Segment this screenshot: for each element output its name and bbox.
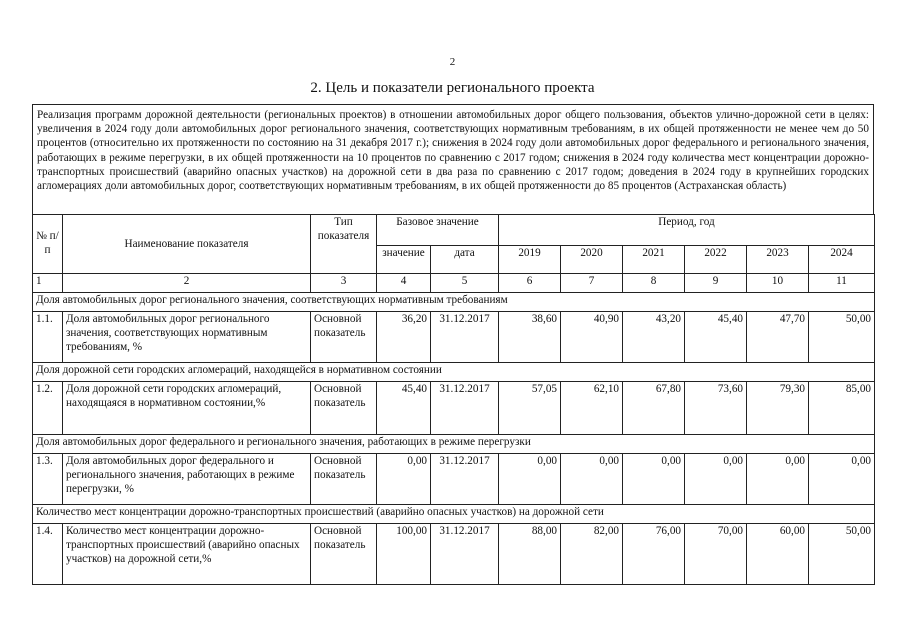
group-row xyxy=(33,435,875,454)
indicator-name: Доля автомобильных дорог федерального и регионального значения, работающих в режиме перегрузки, % xyxy=(63,454,311,505)
indicator-type: Основной показатель xyxy=(311,524,377,585)
column-number: 10 xyxy=(747,274,809,293)
column-number: 2 xyxy=(63,274,311,293)
column-number: 4 xyxy=(377,274,431,293)
indicator-type: Основной показатель xyxy=(311,454,377,505)
year-value: 0,00 xyxy=(561,454,623,505)
header-year: 2023 xyxy=(747,246,809,274)
column-number: 8 xyxy=(623,274,685,293)
year-value: 0,00 xyxy=(747,454,809,505)
page-number: 2 xyxy=(449,56,456,68)
year-value: 45,40 xyxy=(685,312,747,363)
base-date: 31.12.2017 xyxy=(431,382,499,435)
group-row xyxy=(33,505,875,524)
indicator-name: Количество мест концентрации дорожно-транспортных происшествий (аварийно опасных участков) на дорожной сети,% xyxy=(63,524,311,585)
year-value: 0,00 xyxy=(809,454,875,505)
group-title: Доля автомобильных дорог федерального и регионального значения, работающих в режиме перегрузки xyxy=(33,435,875,454)
base-value: 45,40 xyxy=(377,382,431,435)
header-base-value-date: дата xyxy=(431,246,499,274)
indicator-num: 1.3. xyxy=(33,454,63,505)
year-value: 50,00 xyxy=(809,524,875,585)
year-value: 73,60 xyxy=(685,382,747,435)
indicator-name: Доля автомобильных дорог регионального значения, соответствующих нормативным требованиям, % xyxy=(63,312,311,363)
header-row xyxy=(33,215,875,246)
header-year: 2021 xyxy=(623,246,685,274)
base-value: 0,00 xyxy=(377,454,431,505)
group-row xyxy=(33,293,875,312)
header-period: Период, год xyxy=(499,215,875,246)
indicators-table xyxy=(32,214,875,585)
section-title: 2. Цель и показатели регионального проекта xyxy=(310,80,595,96)
column-number: 5 xyxy=(431,274,499,293)
year-value: 62,10 xyxy=(561,382,623,435)
year-value: 0,00 xyxy=(499,454,561,505)
indicator-row xyxy=(33,382,875,435)
header-year: 2022 xyxy=(685,246,747,274)
base-date: 31.12.2017 xyxy=(431,524,499,585)
group-row xyxy=(33,363,875,382)
year-value: 60,00 xyxy=(747,524,809,585)
year-value: 79,30 xyxy=(747,382,809,435)
indicator-row xyxy=(33,524,875,585)
indicator-name: Доля дорожной сети городских агломераций, находящаяся в нормативном состоянии,% xyxy=(63,382,311,435)
column-number-row xyxy=(33,274,875,293)
column-number: 7 xyxy=(561,274,623,293)
column-number: 9 xyxy=(685,274,747,293)
indicator-row xyxy=(33,454,875,505)
header-year: 2019 xyxy=(499,246,561,274)
base-date: 31.12.2017 xyxy=(431,454,499,505)
group-title: Количество мест концентрации дорожно-транспортных происшествий (аварийно опасных участков) на дорожной сети xyxy=(33,505,875,524)
header-year: 2020 xyxy=(561,246,623,274)
year-value: 43,20 xyxy=(623,312,685,363)
header-base-value: Базовое значение xyxy=(377,215,499,246)
header-base-value-value: значение xyxy=(377,246,431,274)
year-value: 88,00 xyxy=(499,524,561,585)
year-value: 38,60 xyxy=(499,312,561,363)
header-num: № п/п xyxy=(33,215,63,274)
indicator-row xyxy=(33,312,875,363)
year-value: 76,00 xyxy=(623,524,685,585)
year-value: 85,00 xyxy=(809,382,875,435)
group-title: Доля автомобильных дорог регионального значения, соответствующих нормативным требованиям xyxy=(33,293,875,312)
base-value: 36,20 xyxy=(377,312,431,363)
indicator-num: 1.4. xyxy=(33,524,63,585)
year-value: 0,00 xyxy=(623,454,685,505)
page-edge xyxy=(0,632,905,640)
indicator-num: 1.2. xyxy=(33,382,63,435)
indicator-type: Основной показатель xyxy=(311,382,377,435)
year-value: 40,90 xyxy=(561,312,623,363)
header-indicator-name: Наименование показателя xyxy=(63,215,311,274)
base-value: 100,00 xyxy=(377,524,431,585)
header-year: 2024 xyxy=(809,246,875,274)
year-value: 57,05 xyxy=(499,382,561,435)
column-number: 3 xyxy=(311,274,377,293)
column-number: 11 xyxy=(809,274,875,293)
year-value: 70,00 xyxy=(685,524,747,585)
column-number: 1 xyxy=(33,274,63,293)
year-value: 50,00 xyxy=(809,312,875,363)
year-value: 82,00 xyxy=(561,524,623,585)
column-number: 6 xyxy=(499,274,561,293)
year-value: 67,80 xyxy=(623,382,685,435)
year-value: 47,70 xyxy=(747,312,809,363)
project-goal-text: Реализация программ дорожной деятельности (региональных проектов) в отношении автомобильных дорог общего пользования, объектов улично-дорожной сети в целях: увеличения в 2024 году доли автомобильных дорог регионального значения, соответствующих нормативным требованиям, в их общей протяженности не менее чем до 50 процентов (относительно их протяженности по состоянию на 31 декабря 2017 г.); снижения в 2024 году доли автомобильных дорог федерального и регионального значения, работающих в режиме перегрузки, в их общей протяженности на 10 процентов по сравнению с 2017 годом; снижения в 2024 году количества мест концентрации дорожно-транспортных происшествий (аварийно опасных участков) на дорожной сети в два раза по сравнению с 2017 годом; доведения в 2024 году в крупнейших городских агломерациях доли автомобильных дорог, соответствующих нормативным требованиям, в их общей протяженности до 85 процентов (Астраханская область) xyxy=(32,104,874,214)
indicator-type: Основной показатель xyxy=(311,312,377,363)
indicator-num: 1.1. xyxy=(33,312,63,363)
header-indicator-type: Тип показателя xyxy=(311,215,377,274)
base-date: 31.12.2017 xyxy=(431,312,499,363)
group-title: Доля дорожной сети городских агломераций, находящейся в нормативном состоянии xyxy=(33,363,875,382)
year-value: 0,00 xyxy=(685,454,747,505)
